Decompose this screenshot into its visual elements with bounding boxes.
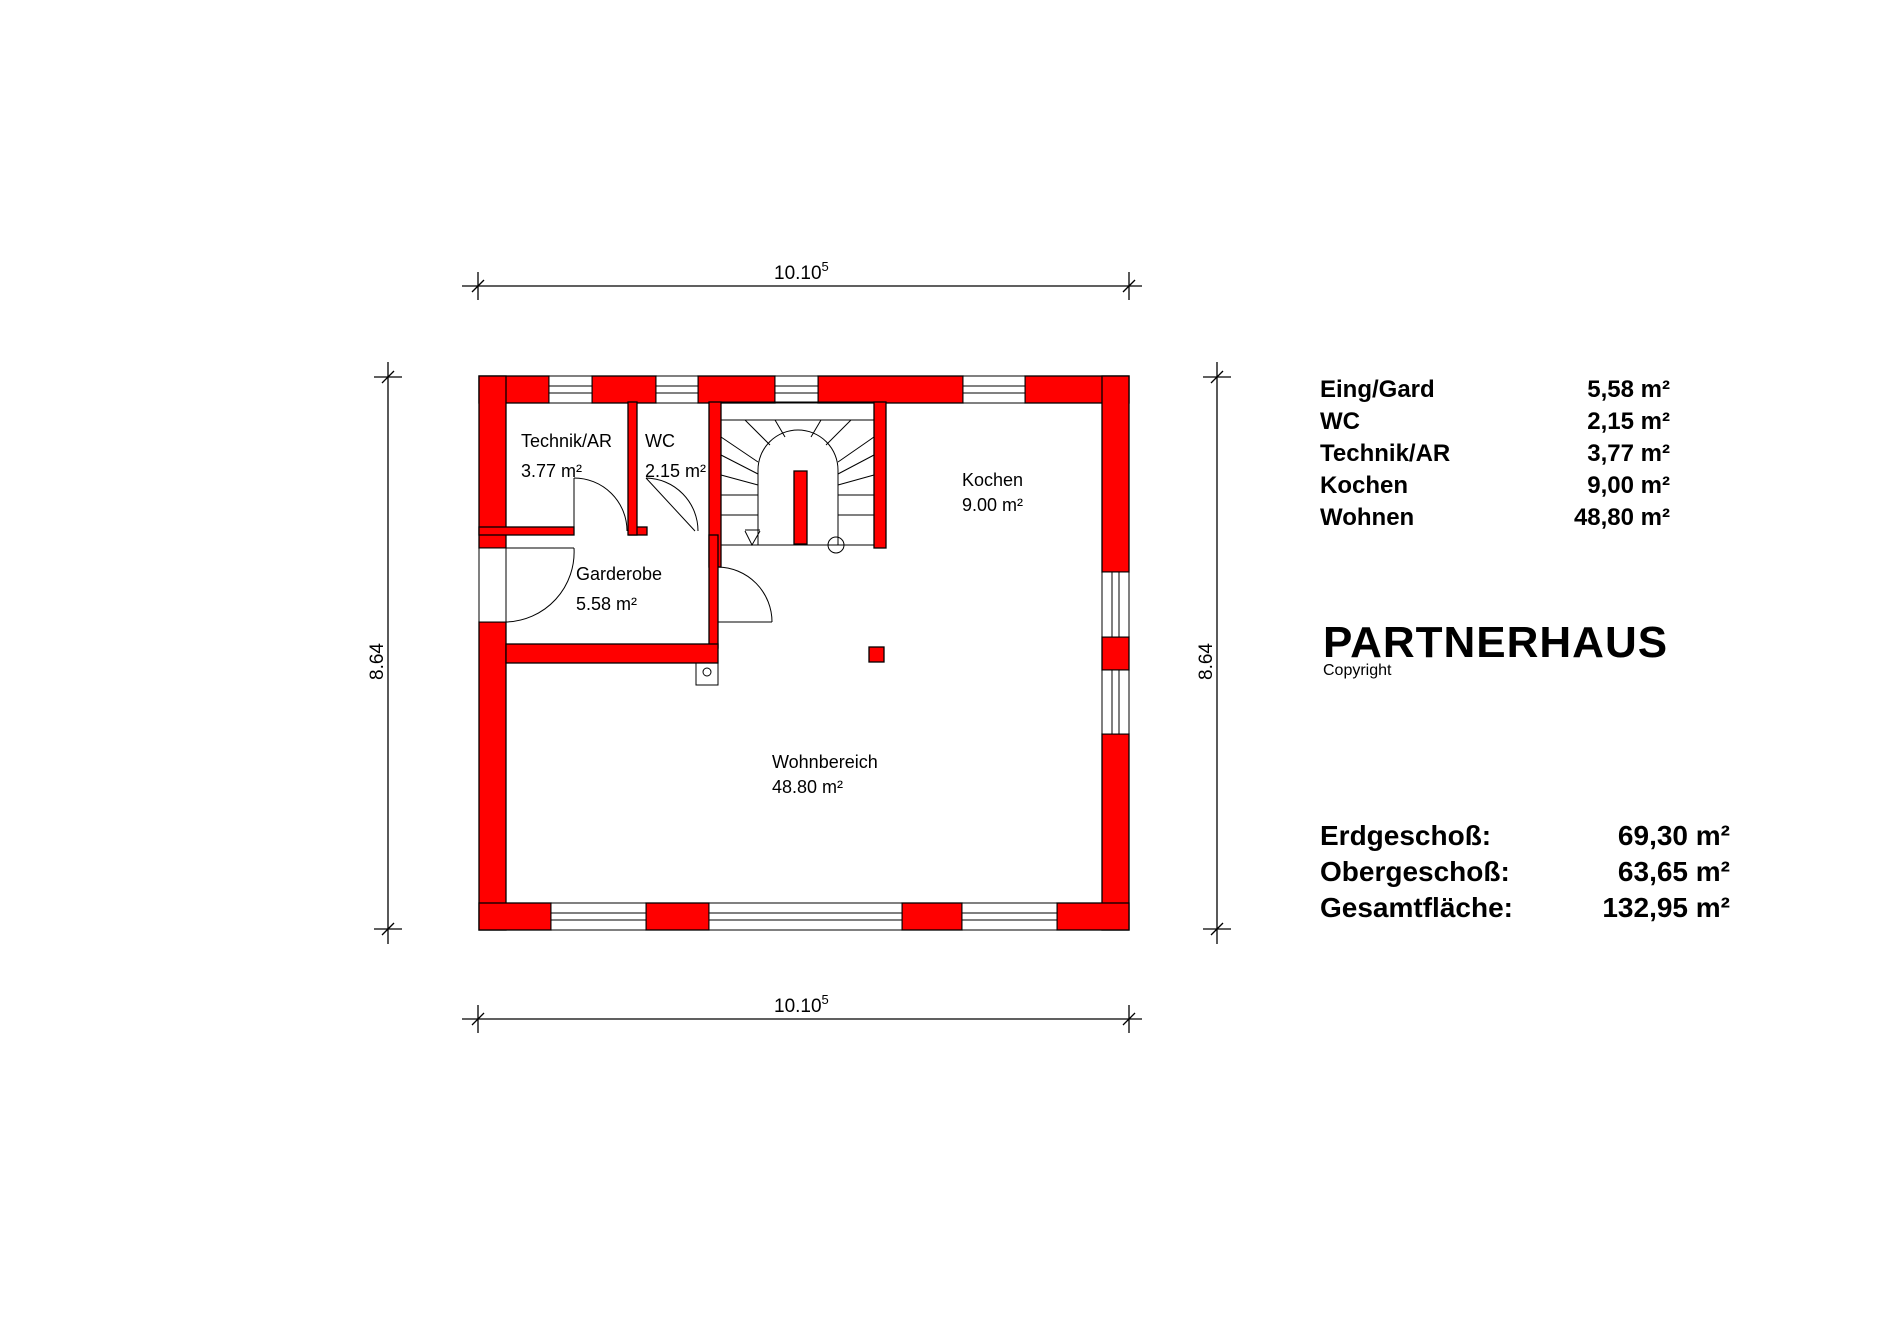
left-height-label: 8.64 xyxy=(367,643,388,680)
summary-value: 63,65 m² xyxy=(1617,856,1730,887)
room-name-technik: Technik/AR xyxy=(521,431,613,451)
summary-value: 132,95 m² xyxy=(1602,892,1730,923)
area-row-wohnen xyxy=(1320,504,1670,536)
walls xyxy=(479,376,1129,930)
area-row-eing-gard xyxy=(1320,376,1670,408)
room-name-wohnbereich: Wohnbereich xyxy=(772,752,878,772)
right-height-label: 8.64 xyxy=(1196,643,1217,680)
room-area-kochen: 9.00 m² xyxy=(962,495,1024,515)
area-name: WC xyxy=(1320,408,1360,435)
summary-row-obergeschoss xyxy=(1320,856,1730,892)
area-row-technik xyxy=(1320,440,1670,472)
room-name-wc: WC xyxy=(645,431,675,451)
area-value: 5,58 m² xyxy=(1587,376,1670,403)
chimney xyxy=(696,663,718,685)
area-value: 9,00 m² xyxy=(1587,472,1670,499)
area-row-wc xyxy=(1320,408,1670,440)
summary-row-erdgeschoss xyxy=(1320,820,1730,856)
summary-name: Erdgeschoß: xyxy=(1320,820,1492,851)
area-name: Wohnen xyxy=(1320,504,1415,531)
copyright-label: Copyright xyxy=(1323,662,1392,679)
room-name-garderobe: Garderobe xyxy=(576,564,663,584)
room-area-wc: 2.15 m² xyxy=(645,461,707,481)
bottom-width-label: 10.10$^5$ xyxy=(774,992,829,1017)
top-width-label: 10.10$^5$ xyxy=(774,259,829,284)
summary-name: Gesamtfläche: xyxy=(1320,892,1513,923)
area-value: 2,15 m² xyxy=(1587,408,1670,435)
area-name: Technik/AR xyxy=(1320,440,1451,467)
area-value: 48,80 m² xyxy=(1573,504,1670,531)
area-name: Kochen xyxy=(1320,472,1409,499)
brand-title: PARTNERHAUS xyxy=(1323,618,1669,667)
room-area-garderobe: 5.58 m² xyxy=(576,594,638,614)
area-name: Eing/Gard xyxy=(1320,376,1435,403)
room-name-kochen: Kochen xyxy=(962,470,1024,490)
summary-value: 69,30 m² xyxy=(1617,820,1730,851)
doors xyxy=(506,478,772,622)
room-area-wohnbereich: 48.80 m² xyxy=(772,777,844,797)
summary-name: Obergeschoß: xyxy=(1320,856,1510,887)
area-value: 3,77 m² xyxy=(1587,440,1670,467)
summary-row-gesamtflaeche xyxy=(1320,892,1730,928)
area-row-kochen xyxy=(1320,472,1670,504)
room-area-technik: 3.77 m² xyxy=(521,461,583,481)
